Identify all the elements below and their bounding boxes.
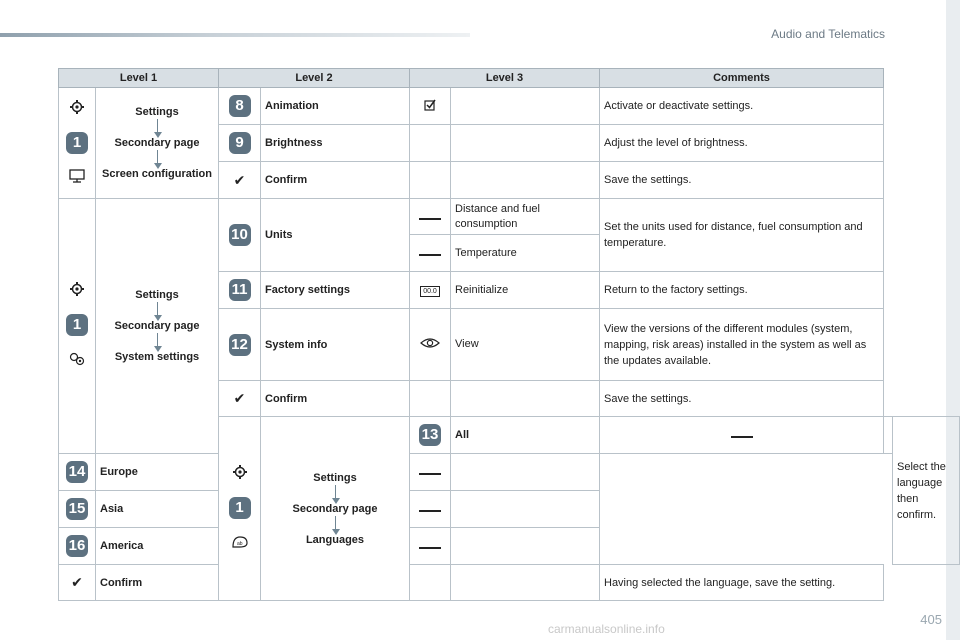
- level2-label: Animation: [261, 88, 410, 125]
- path-step: Settings: [135, 106, 179, 118]
- column-header-level3: Level 3: [410, 69, 600, 88]
- level2-label: Factory settings: [261, 272, 410, 309]
- check-icon: ✔: [233, 171, 246, 188]
- path-step: System settings: [114, 351, 200, 363]
- level1-path-cell: [96, 88, 219, 199]
- step-badge: 13: [419, 424, 441, 446]
- language-icon: [223, 533, 256, 554]
- comment-cell: Save the settings.: [600, 162, 884, 199]
- reset-icon: 00.0: [420, 286, 440, 297]
- system-settings-icon: [63, 350, 91, 371]
- comment-cell: Adjust the level of brightness.: [600, 125, 884, 162]
- table-row: [59, 199, 960, 235]
- comment-cell: View the versions of the different modules (system, mapping, risk areas) installed in the system as well as the updates available.: [600, 309, 884, 381]
- page-section-title: Audio and Telematics: [771, 27, 885, 41]
- page-number: 405: [920, 612, 942, 627]
- option-dash-icon: [419, 510, 441, 512]
- down-arrow-icon: [335, 516, 336, 530]
- header-decoration-bar: [0, 33, 470, 37]
- step-badge: 12: [229, 334, 251, 356]
- level3-label: Distance and fuel consumption: [451, 199, 600, 235]
- step-badge: 8: [229, 95, 251, 117]
- comment-cell: Having selected the language, save the setting.: [600, 565, 884, 601]
- level2-label: Units: [261, 199, 410, 272]
- level1-icons-cell: [59, 88, 96, 199]
- step-badge: 15: [66, 498, 88, 520]
- step-badge: 9: [229, 132, 251, 154]
- path-step: Screen configuration: [101, 168, 213, 180]
- level2-label: All: [451, 417, 600, 454]
- eye-icon: [419, 341, 441, 353]
- check-icon: ✔: [233, 390, 246, 406]
- down-arrow-icon: [157, 150, 158, 164]
- level2-label: Confirm: [261, 381, 410, 417]
- step-badge: 14: [66, 461, 88, 483]
- gear-icon: [223, 464, 256, 483]
- level1-path-cell: [96, 199, 219, 454]
- level2-label: Europe: [96, 454, 219, 491]
- watermark: carmanualsonline.info: [548, 622, 665, 636]
- table-row: [59, 491, 960, 528]
- path-step: Languages: [305, 533, 365, 546]
- path-step: Secondary page: [114, 137, 200, 149]
- comment-cell: Return to the factory settings.: [600, 272, 884, 309]
- path-step: Secondary page: [114, 320, 200, 332]
- comment-cell: Save the settings.: [600, 381, 884, 417]
- table-row: [59, 454, 960, 491]
- level2-label: Confirm: [261, 162, 410, 199]
- column-header-comments: Comments: [600, 69, 884, 88]
- level3-label: Temperature: [451, 235, 600, 272]
- level1-icons-cell: [59, 199, 96, 454]
- level1-icons-cell: [219, 417, 261, 601]
- step-badge: 10: [229, 224, 251, 246]
- step-badge: 1: [229, 497, 251, 519]
- option-dash-icon: [419, 473, 441, 475]
- screen-icon: [63, 168, 91, 187]
- step-badge: 11: [229, 279, 251, 301]
- gear-icon: [63, 99, 91, 118]
- path-step: Settings: [313, 471, 357, 484]
- level2-label: Brightness: [261, 125, 410, 162]
- option-dash-icon: [731, 436, 753, 438]
- level3-label: Reinitialize: [451, 272, 600, 309]
- down-arrow-icon: [157, 333, 158, 347]
- column-header-level1: Level 1: [59, 69, 219, 88]
- option-dash-icon: [419, 218, 441, 220]
- step-badge: 1: [66, 314, 88, 336]
- level1-path-cell: [261, 417, 410, 601]
- option-dash-icon: [419, 254, 441, 256]
- path-step: Secondary page: [292, 502, 378, 515]
- level2-label: Confirm: [96, 565, 219, 601]
- level2-label: America: [96, 528, 219, 565]
- comment-cell: Set the units used for distance, fuel consumption and temperature.: [600, 199, 884, 272]
- toggle-checkbox-icon: [423, 103, 437, 115]
- gear-icon: [63, 281, 91, 300]
- check-icon: ✔: [71, 574, 83, 590]
- level2-label: Asia: [96, 491, 219, 528]
- level3-label: View: [451, 309, 600, 381]
- down-arrow-icon: [157, 119, 158, 133]
- column-header-level2: Level 2: [219, 69, 410, 88]
- settings-menu-table: [58, 68, 960, 601]
- comment-cell: Activate or deactivate settings.: [600, 88, 884, 125]
- table-row: [59, 528, 960, 565]
- comment-cell: Select the language then confirm.: [893, 417, 960, 565]
- step-badge: 16: [66, 535, 88, 557]
- down-arrow-icon: [157, 302, 158, 316]
- path-step: Settings: [135, 289, 179, 301]
- table-row: [59, 565, 960, 601]
- step-badge: 1: [66, 132, 88, 154]
- level2-label: System info: [261, 309, 410, 381]
- svg-text:ab: ab: [236, 540, 243, 547]
- table-header-row: [59, 69, 960, 88]
- down-arrow-icon: [335, 485, 336, 499]
- table-row: [59, 88, 960, 125]
- option-dash-icon: [419, 547, 441, 549]
